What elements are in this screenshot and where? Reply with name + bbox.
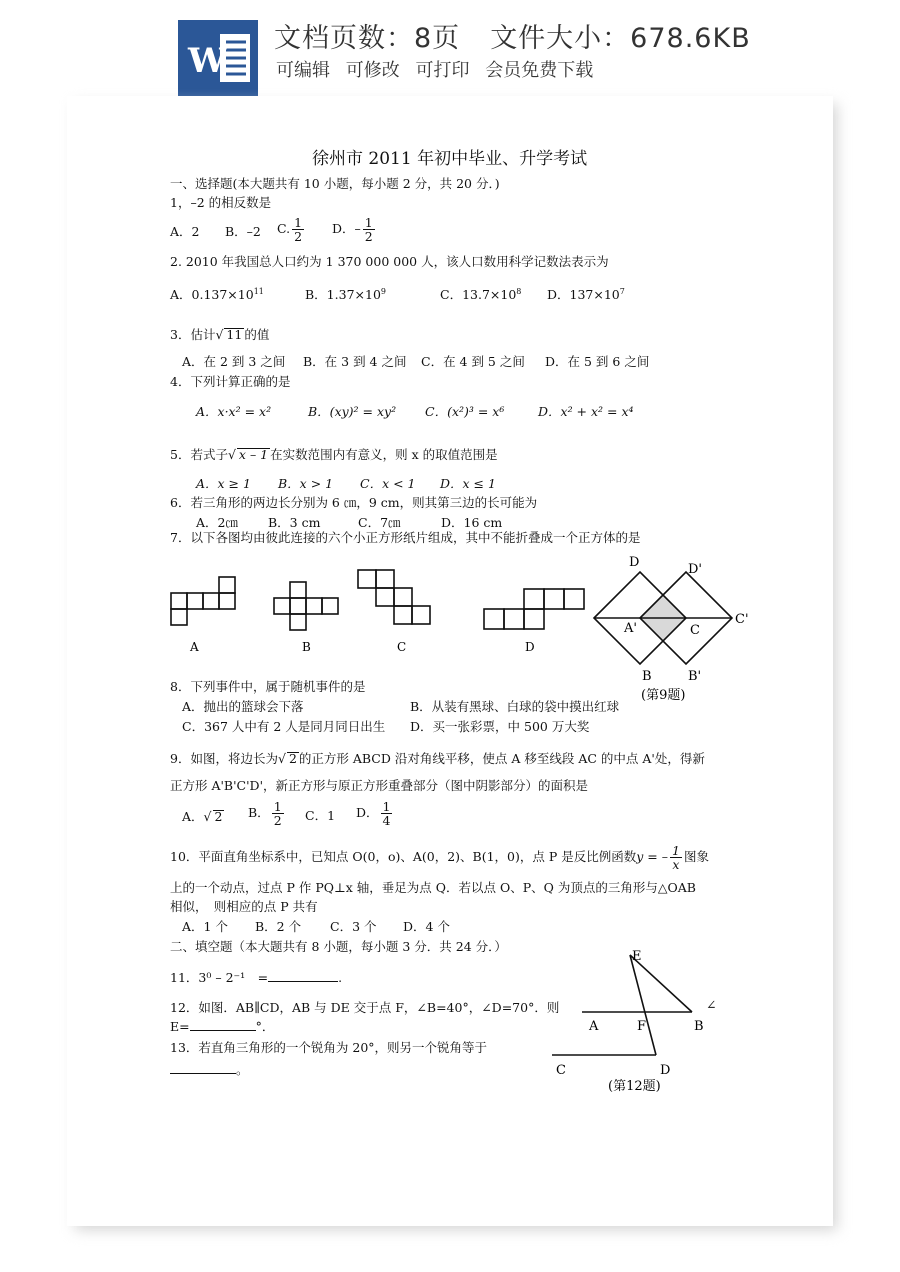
page-count-label: 文档页数：8页 [274, 23, 461, 54]
q13-line-2 [170, 1064, 249, 1077]
q8-option-b: B．从装有黑球、白球的袋中摸出红球 [410, 699, 620, 714]
q9-radicand: 2 [288, 751, 297, 766]
fig12-label-c: C [556, 1063, 566, 1078]
file-size-label: 文件大小：678.6KB [490, 23, 751, 54]
q4-stem: 4．下列计算正确的是 [170, 374, 291, 389]
q9-d-prefix: D． [356, 805, 379, 821]
q1-c-denominator: 2 [294, 229, 303, 245]
fig9-label-a-prime: A' [624, 621, 637, 636]
q9-line-1-suffix: 的正方形 ABCD 沿对角线平移，使点 A 移至线段 AC 的中点 A'处，得新 [298, 751, 705, 766]
q5-radicand: x – 1 [238, 447, 269, 462]
fig9-label-c: C [690, 623, 700, 638]
q9-d-numerator: 1 [382, 799, 391, 814]
q1-d-numerator: 1 [364, 215, 373, 230]
q3-option-b: B．在 3 到 4 之间 [303, 354, 407, 369]
q2-c-exponent: 8 [516, 287, 522, 296]
q12-line-2 [170, 1021, 274, 1034]
q4-option-b: B．(xy)² = xy² [308, 404, 397, 419]
q10-line-2: 上的一个动点，过点 P 作 PQ⊥x 轴，垂足为点 Q．若以点 O、P、Q 为顶点的三角形与△OAB [170, 880, 696, 895]
fig9-label-d-prime: D' [688, 562, 702, 577]
q1-d-prefix: D．– [332, 221, 361, 237]
q7-stem: 7．以下各图均由彼此连接的六个小正方形纸片组成，其中不能折叠成一个正方体的是 [170, 530, 641, 545]
q10-line-1-prefix: 10．平面直角坐标系中，已知点 O(0，o)、A(0，2)、B(1，0)，点 P 是反比例函数 [170, 849, 637, 865]
q9-option-d [356, 800, 394, 827]
q1-c-prefix: C. [277, 221, 291, 237]
q8-option-a: A．抛出的篮球会下落 [182, 699, 304, 714]
q1-c-numerator: 1 [294, 215, 303, 230]
q12-angle-symbol: ∠ [706, 997, 717, 1012]
q9-option-a: A．√ 2 [182, 809, 223, 824]
net-d-diagram [484, 589, 584, 629]
net-c-diagram [358, 570, 430, 624]
fig9-caption: (第9题) [641, 688, 686, 703]
q5-option-c: C．x < 1 [360, 476, 416, 491]
q8-option-d: D．买一张彩票，中 500 万大奖 [410, 719, 590, 734]
figure-12-diagram [552, 955, 692, 1055]
fig12-label-d: D [660, 1063, 671, 1078]
fig12-label-b: B [694, 1019, 704, 1034]
q3-stem-suffix: 的值 [244, 327, 270, 342]
q2-stem: 2. 2010 年我国总人口约为 1 370 000 000 人，该人口数用科学记数法表示为 [170, 254, 609, 269]
net-a-diagram [171, 577, 235, 625]
q13-line-1: 13．若直角三角形的一个锐角为 20°，则另一个锐角等于 [170, 1040, 488, 1055]
q6-option-c: C．7㎝ [358, 515, 401, 530]
q2-a-exponent: 11 [253, 287, 264, 296]
q11-text: 11．3⁰ – 2⁻¹ = [170, 970, 269, 985]
fig9-label-c-prime: C' [735, 612, 749, 627]
q6-option-b: B．3 cm [268, 515, 321, 530]
q1-option-b: B．–2 [225, 224, 261, 239]
q9-option-b [248, 800, 286, 827]
q9-d-denominator: 4 [382, 813, 391, 829]
q10-option-b: B．2 个 [255, 919, 302, 934]
fig9-label-b: B [642, 669, 652, 684]
net-label-b: B [302, 640, 311, 654]
q2-b-base: B．1.37×10 [305, 287, 381, 303]
q9-b-prefix: B． [248, 805, 270, 821]
q13-end: 。 [236, 1062, 249, 1077]
q10-function-numerator: 1 [671, 843, 680, 858]
q9-a-radicand: 2 [214, 809, 223, 824]
q10-option-d: D．4 个 [403, 919, 450, 934]
fig12-label-a: A [589, 1019, 599, 1034]
q9-b-denominator: 2 [273, 813, 282, 829]
q6-option-a: A．2㎝ [196, 515, 238, 530]
fig9-label-d: D [629, 555, 640, 570]
q5-stem: 5．若式子√ x – 1 在实数范围内有意义，则 x 的取值范围是 [170, 447, 498, 462]
q1-stem: 1，–2 的相反数是 [170, 195, 272, 210]
feature-modifiable: 可修改 [345, 60, 400, 81]
exam-title: 徐州市 2011 年初中毕业、升学考试 [312, 149, 588, 169]
figure-9-diagram [594, 572, 732, 664]
q2-d-exponent: 7 [619, 287, 625, 296]
q12-line-2-prefix: E= [170, 1019, 190, 1034]
q4-option-a: A．x·x² = x² [196, 404, 272, 419]
q2-d-base: D．137×10 [547, 287, 620, 303]
q3-option-c: C．在 4 到 5 之间 [421, 354, 525, 369]
section-1-heading: 一、选择题(本大题共有 10 小题，每小题 2 分，共 20 分．) [170, 176, 500, 191]
q9-line-1: 9．如图，将边长为√ 2 的正方形 ABCD 沿对角线平移，使点 A 移至线段 AC 的中点 A'处，得新 [170, 751, 705, 766]
fig12-caption: (第12题) [608, 1079, 661, 1094]
q9-option-c: C．1 [305, 808, 336, 823]
q12-answer-blank[interactable] [190, 1030, 256, 1031]
q10-function-denominator: x [672, 857, 680, 873]
q6-option-d: D．16 cm [441, 515, 503, 530]
q1-d-denominator: 2 [364, 229, 373, 245]
q10-option-c: C．3 个 [330, 919, 377, 934]
q2-b-exponent: 9 [380, 287, 386, 296]
q4-option-c: C．(x²)³ = x⁶ [425, 404, 505, 419]
q2-a-base: A．0.137×10 [170, 287, 254, 303]
q1-option-a: A．2 [170, 224, 200, 239]
feature-printable: 可打印 [415, 60, 470, 81]
q3-stem: 3．估计√ 11 的值 [170, 327, 270, 342]
net-label-c: C [397, 640, 407, 654]
q8-stem: 8．下列事件中，属于随机事件的是 [170, 679, 366, 694]
q10-line-1-suffix: 图象 [683, 849, 709, 865]
fig12-label-f: F [637, 1019, 647, 1034]
q5-stem-prefix: 5．若式子 [170, 447, 228, 462]
q12-line-2-suffix: °． [255, 1019, 275, 1034]
q11-line [170, 972, 342, 985]
q11-answer-blank[interactable] [268, 981, 338, 982]
q3-option-a: A．在 2 到 3 之间 [182, 354, 286, 369]
net-label-d: D [525, 640, 535, 654]
q10-line-3: 相似， 则相应的点 P 共有 [170, 899, 318, 914]
q5-option-a: A．x ≥ 1 [196, 476, 251, 491]
q6-stem: 6．若三角形的两边长分别为 6 ㎝，9 cm，则其第三边的长可能为 [170, 495, 538, 510]
fig12-label-e: E [632, 949, 642, 964]
q9-line-2: 正方形 A'B'C'D'，新正方形与原正方形重叠部分（图中阴影部分）的面积是 [170, 778, 589, 793]
q3-radicand: 11 [226, 327, 243, 342]
q5-option-d: D．x ≤ 1 [440, 476, 496, 491]
q4-option-d: D．x² + x² = x⁴ [538, 404, 634, 419]
q5-option-b: B．x > 1 [278, 476, 334, 491]
q12-line-1: 12．如图．AB∥CD，AB 与 DE 交于点 F，∠B=40°，∠D=70°．则 [170, 1000, 560, 1015]
q13-answer-blank[interactable] [170, 1073, 236, 1074]
section-2-heading: 二、填空题（本大题共有 8 小题，每小题 3 分．共 24 分．） [170, 939, 507, 954]
q5-stem-suffix: 在实数范围内有意义，则 x 的取值范围是 [270, 447, 498, 462]
q9-line-1-prefix: 9．如图，将边长为 [170, 751, 278, 766]
q3-stem-prefix: 3．估计 [170, 327, 216, 342]
feature-member-download: 会员免费下载 [485, 60, 594, 81]
feature-editable: 可编辑 [276, 60, 330, 81]
q8-option-c: C．367 人中有 2 人是同月同日出生 [182, 719, 386, 734]
net-label-a: A [190, 640, 199, 654]
q9-a-prefix: A． [182, 809, 204, 824]
q3-option-d: D．在 5 到 6 之间 [545, 354, 650, 369]
q2-c-base: C．13.7×10 [440, 287, 517, 303]
net-b-diagram [274, 582, 338, 630]
fig9-label-b-prime: B' [688, 669, 702, 684]
q10-line-1 [170, 844, 709, 871]
word-icon-letter: W [188, 41, 227, 81]
q10-option-a: A．1 个 [182, 919, 228, 934]
q9-b-numerator: 1 [273, 799, 282, 814]
q11-end: . [338, 970, 343, 985]
q10-function-prefix: y = – [636, 849, 668, 865]
